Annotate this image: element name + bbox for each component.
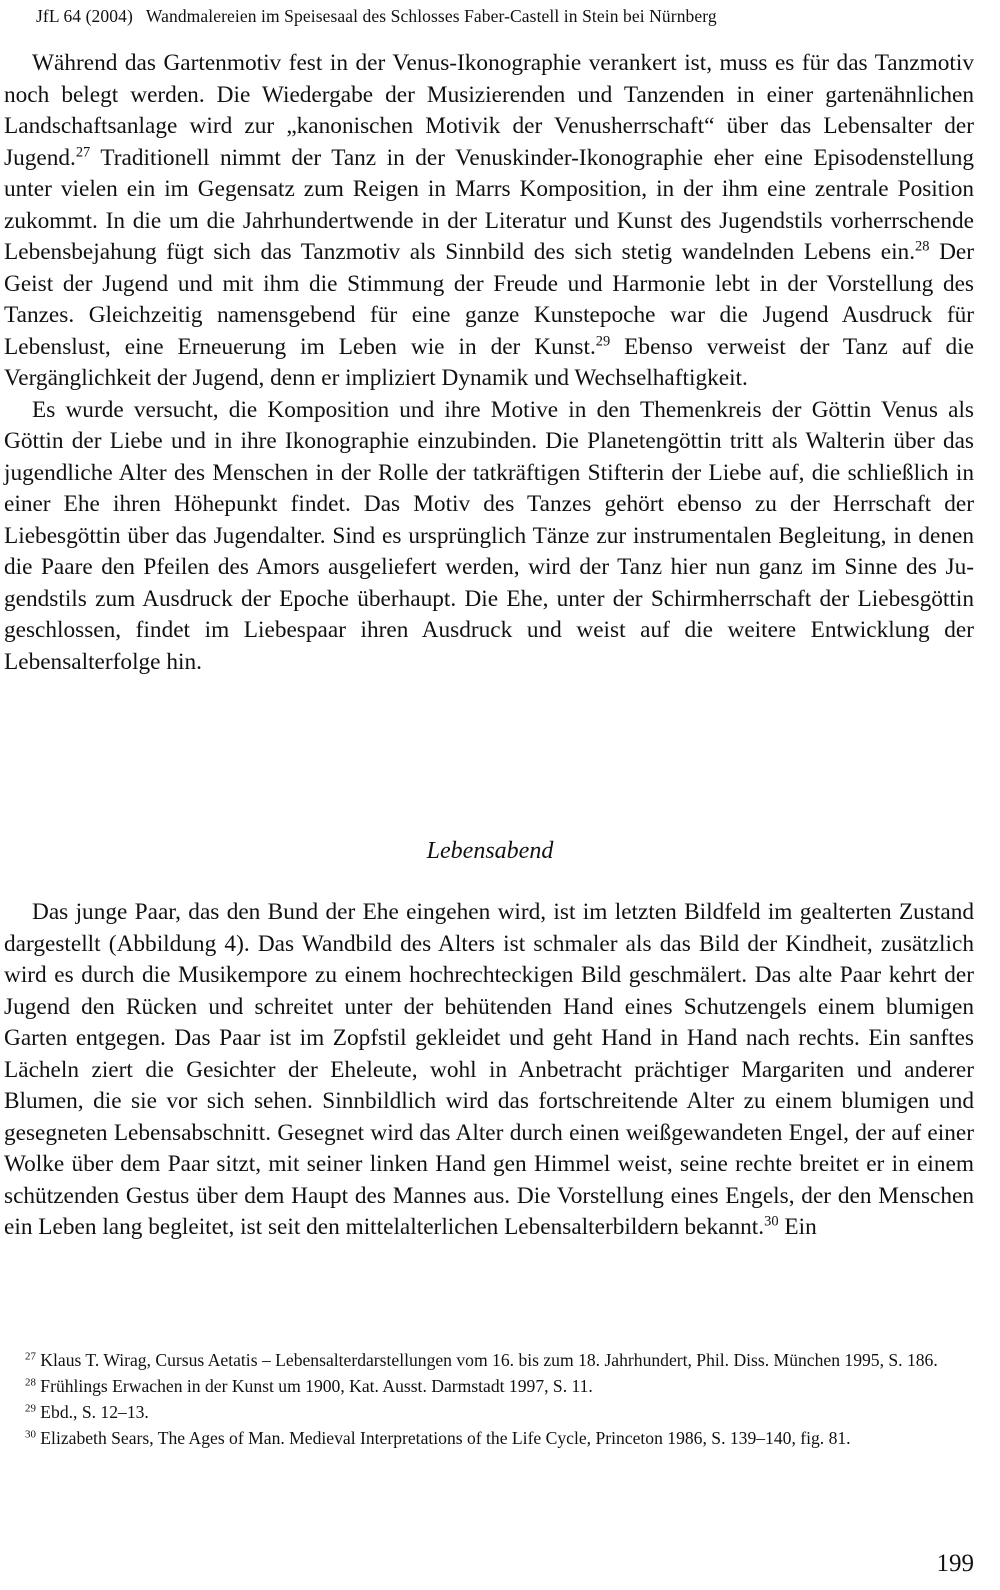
footnote-ref-27[interactable]: 27: [75, 143, 91, 160]
paragraph-2: Es wurde versucht, die Komposition und ihre Motive in den Themenkreis der Göttin Venus als Göttin der Liebe und in ihre Ikonographie einzubinden. Die Planetengöttin tritt als Walterin über das jugendliche Alter des Menschen in der Rolle der tatkräftigen Stifterin der Liebe auf, die schließlich in einer Ehe ihren Höhepunkt findet. Das Motiv des Tanzes gehört ebenso zu der Herrschaft der Liebesgöttin über das Jugendalter. Sind es ursprünglich Tänze zur instrumentalen Begleitung, in denen die Paare den Pfeilen des Amors ausgeliefert werden, wird der Tanz hier nun ganz im Sinne des Jugendstils zum Ausdruck der Epoche überhaupt. Die Ehe, unter der Schirmherrschaft der Liebesgöttin geschlossen, findet im Liebespaar ihren Ausdruck und weist auf die weitere Entwicklung der Lebensalterfolge hin.: [4, 396, 974, 675]
footnote-ref-28[interactable]: 28: [915, 238, 930, 255]
body-text-lower: [4, 897, 974, 1244]
page-number: 199: [936, 1550, 974, 1577]
footnotes: [4, 1347, 974, 1451]
paragraph-1: Während das Gartenmotiv fest in der Venus-Ikonographie verankert ist, muss es für das Tanzmotiv noch belegt werden. Die Wiedergabe der Musizierenden und Tanzenden in einer gartenähnlichen Landschaftsanlage wird zur „kanonischen Motivik der Venusherrschaft“ über das Lebensalter der Jugend.$^{27}$ Traditionell nimmt der Tanz in der Venuskinder-Ikonographie eher eine Episodenstellung unter vielen ein im Gegensatz zum Reigen in Marrs Komposition, in der ihm eine zentrale Position zukommt. In die um die Jahrhundertwende in der Literatur und Kunst des Jugendstils vorherrschende Lebensbejahung fügt sich das Tanzmotiv als Sinnbild des sich stetig wandelnden Lebens ein.$^{28}$ Der Geist der Jugend und mit ihm die Stimmung der Freude und Harmonie lebt in der Vorstellung des Tanzes. Gleichzeitig namensgebend für eine ganze Kunstepoche war die Jugend Ausdruck für Lebenslust, eine Erneuerung im Leben wie in der Kunst.$^{29}$ Ebenso verweist der Tanz auf die Vergänglichkeit der Jugend, denn er impliziert Dynamik und Wechselhaftigkeit.: [4, 50, 974, 391]
footnote-ref-29[interactable]: 29: [595, 332, 611, 349]
footnote-30: $^{30}$ Elizabeth Sears, The Ages of Man. Medieval Interpretations of the Life Cycle, Princeton 1986, S. 139–140, fig. 81.: [25, 1428, 851, 1448]
footnote-28: $^{28}$ Frühlings Erwachen in der Kunst um 1900, Kat. Ausst. Darmstadt 1997, S. 11.: [25, 1376, 593, 1396]
paragraph-3: Das junge Paar, das den Bund der Ehe eingehen wird, ist im letzten Bildfeld im gealterten Zustand dargestellt (Abbildung 4). Das Wandbild des Alters ist schmaler als das Bild der Kindheit, zusätzlich wird es durch die Musikempore zu einem hochrechteckigen Bild geschmälert. Das alte Paar kehrt der Jugend den Rücken und schreitet unter der behütenden Hand eines Schutzengels einem blumigen Garten entgegen. Das Paar ist im Zopfstil gekleidet und geht Hand in Hand nach rechts. Ein sanftes Lächeln ziert die Gesichter der Eheleute, wohl in Anbetracht prächtiger Margariten und anderer Blumen, die sie vor sich sehen. Sinnbildlich wird das fortschreitende Alter zu einem blumigen und gesegneten Lebensabschnitt. Gesegnet wird das Alter durch einen weißgewandeten Engel, der auf einer Wolke über dem Paar sitzt, mit seiner linken Hand gen Himmel weist, seine rechte breitet er in einem schützenden Gestus über dem Haupt des Mannes aus. Die Vorstellung eines Engels, der den Menschen ein Leben lang begleitet, ist seit den mittelalterlichen Lebensalterbildern bekannt.$^{30}$ Ein: [4, 899, 974, 1240]
footnote-number: 27: [25, 1350, 36, 1363]
footnote-number: 28: [25, 1376, 36, 1389]
body-text-upper: [4, 48, 974, 678]
footnote-27: $^{27}$ Klaus T. Wirag, Cursus Aetatis – Lebensalterdarstellungen vom 16. bis zum 18. Jahrhundert, Phil. Diss. München 1995, S. 186.: [25, 1350, 938, 1370]
running-head: JfL 64 (2004) Wandmalereien im Speisesaal des Schlosses Faber-Castell in Stein bei Nürnberg: [36, 6, 717, 26]
footnote-number: 30: [25, 1428, 36, 1441]
footnote-number: 29: [25, 1402, 36, 1415]
footnote-ref-30[interactable]: 30: [764, 1213, 779, 1230]
section-heading: Lebensabend: [426, 838, 554, 864]
footnote-29: $^{29}$ Ebd., S. 12–13.: [25, 1402, 149, 1422]
